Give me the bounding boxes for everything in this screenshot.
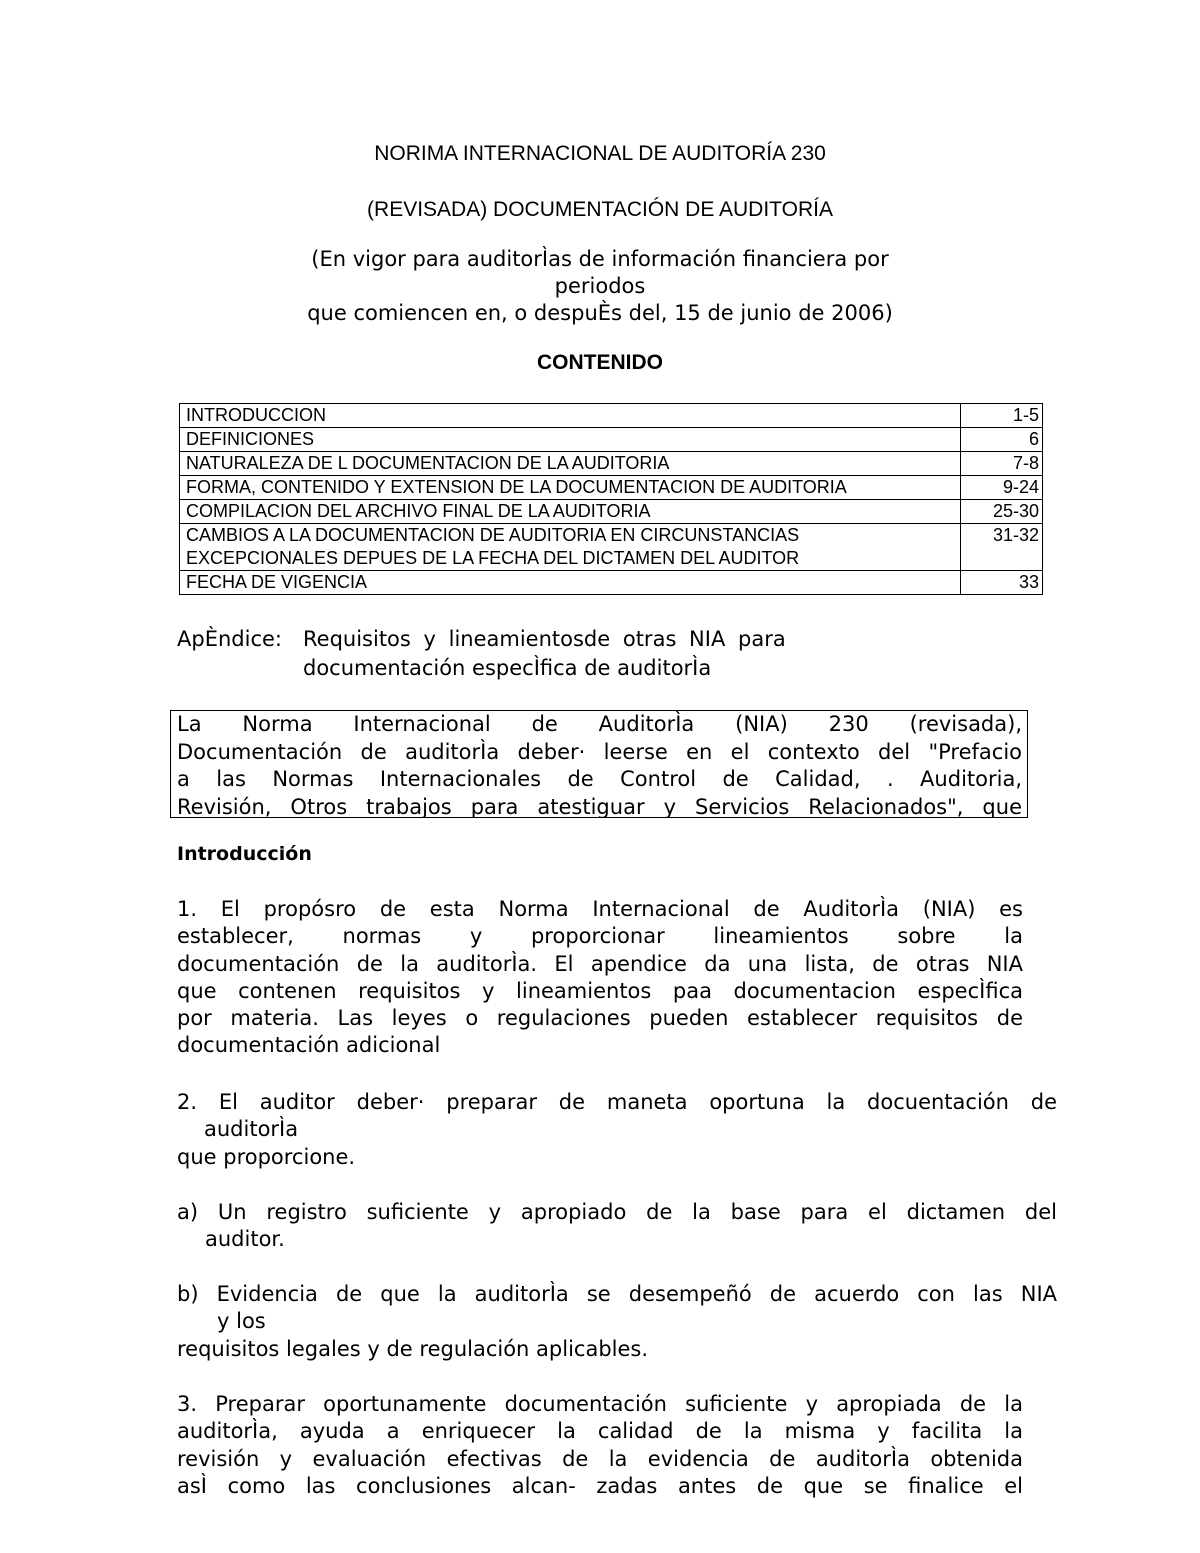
context-note-line: Documentación de auditorÌa deber· leerse en el contexto del "Prefacio [177,739,1022,764]
context-note-line: Revisión, Otros trabajos para atestiguar y Servicios Relacionados", que [177,794,1022,818]
paragraph-1 [177,896,1023,1060]
appendix-text-line: Requisitos y lineamientosde otras NIA para [303,627,786,651]
toc-paragraph-range: 25-30 [961,500,1043,524]
toc-section-title: COMPILACION DEL ARCHIVO FINAL DE LA AUDITORIA [180,500,961,524]
table-row [180,500,1043,524]
toc-section-title-line: CAMBIOS A LA DOCUMENTACION DE AUDITORIA EN CIRCUNSTANCIAS [186,525,800,545]
paragraph-2 [177,1089,1057,1171]
paragraph-line: que contenen requisitos y lineamientos paa documentacion especÌfica [177,978,1023,1003]
toc-section-title: INTRODUCCION [180,404,961,428]
toc-section-title: FECHA DE VIGENCIA [180,571,961,595]
table-row [180,452,1043,476]
toc-paragraph-range: 31-32 [961,524,1043,571]
toc-section-title: DEFINICIONES [180,428,961,452]
paragraph-line: documentación de la auditorÌa. El apendice da una lista, de otras NIA [177,951,1023,976]
appendix-label: ApÈndice: [177,627,282,651]
paragraph-line: 1. El propósro de esta Norma Internacional de AuditorÌa (NIA) es [177,897,1023,921]
paragraph-line: establecer, normas y proporcionar lineamientos sobre la [177,924,1023,949]
paragraph-line: auditorÌa, ayuda a enriquecer la calidad de la misma y facilita la [177,1419,1023,1444]
toc-paragraph-range: 6 [961,428,1043,452]
contents-table [179,403,1043,595]
paragraph-line: que proporcione. [177,1144,356,1169]
context-note-line: La Norma Internacional de AuditorÌa (NIA) 230 (revisada), [177,712,1022,736]
toc-section-title: FORMA, CONTENIDO Y EXTENSION DE LA DOCUMENTACION DE AUDITORIA [180,476,961,500]
toc-paragraph-range: 1-5 [961,404,1043,428]
document-subtitle: (REVISADA) DOCUMENTACIÓN DE AUDITORÍA [367,198,833,221]
paragraph-line: 3. Preparar oportunamente documentación suficiente y apropiada de la [177,1392,1023,1416]
toc-paragraph-range: 9-24 [961,476,1043,500]
list-item-a [177,1199,1057,1254]
contents-heading: CONTENIDO [537,351,663,374]
paragraph-line: por materia. Las leyes o regulaciones pueden establecer requisitos de [177,1006,1023,1031]
paragraph-line: 2. El auditor deber· preparar de maneta oportuna la docuentación de [177,1090,1057,1114]
paragraph-line: documentación adicional [177,1033,441,1058]
paragraph-3 [177,1391,1023,1500]
table-row [180,476,1043,500]
effective-date-note [0,246,1200,327]
appendix-text-line: documentación especÌfica de auditorÌa [303,656,712,680]
effective-date-line: que comiencen en, o despuÈs del, 15 de junio de 2006) [307,301,893,325]
table-row [180,524,1043,571]
paragraph-line: y los [217,1309,266,1334]
document-title: NORIMA INTERNACIONAL DE AUDITORÍA 230 [374,142,826,165]
table-row [180,571,1043,595]
paragraph-line: auditor. [205,1227,285,1252]
toc-section-title-line: EXCEPCIONALES DEPUES DE LA FECHA DEL DICTAMEN DEL AUDITOR [186,548,800,568]
paragraph-line: a) Un registro suficiente y apropiado de la base para el dictamen del [177,1200,1057,1224]
paragraph-line: b) Evidencia de que la auditorÌa se desempeñó de acuerdo con las NIA [177,1282,1057,1306]
list-item-b [177,1281,1057,1363]
paragraph-line: requisitos legales y de regulación aplicables. [177,1336,649,1361]
toc-paragraph-range: 7-8 [961,452,1043,476]
toc-section-title [180,524,961,571]
paragraph-line: revisión y evaluación efectivas de la evidencia de auditorÌa obtenida [177,1446,1023,1471]
section-heading: Introducción [177,843,312,865]
context-note-box [170,710,1028,818]
context-note-line: a las Normas Internacionales de Control de Calidad, . Auditoria, [177,767,1022,791]
paragraph-line: auditorÌa [204,1117,299,1142]
table-row [180,404,1043,428]
toc-section-title: NATURALEZA DE L DOCUMENTACION DE LA AUDITORIA [180,452,961,476]
table-row [180,428,1043,452]
paragraph-line: asÌ como las conclusiones alcan- zadas antes de que se finalice el [177,1473,1023,1498]
effective-date-line: (En vigor para auditorÌas de información financiera por [311,247,889,271]
effective-date-line: periodos [554,274,646,298]
toc-paragraph-range: 33 [961,571,1043,595]
